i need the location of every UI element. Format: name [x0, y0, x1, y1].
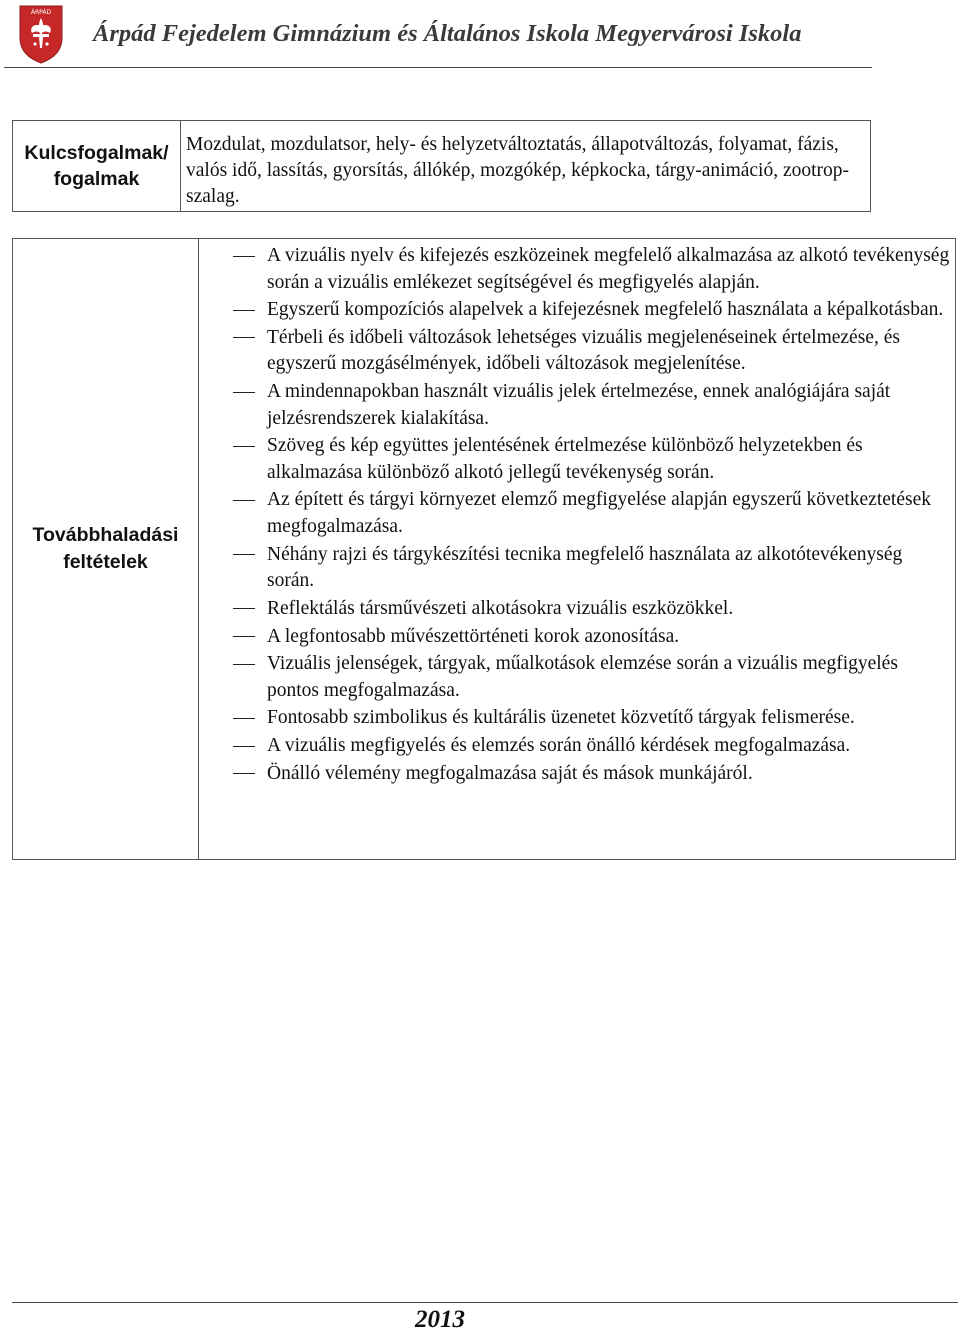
list-item-text: Az épített és tárgyi környezet elemző megfigyelése alapján egyszerű következtetések megfogalmazása.	[267, 489, 931, 537]
list-item	[199, 705, 954, 732]
dash-bullet-icon	[233, 718, 255, 719]
list-item	[199, 297, 954, 324]
footer-year: 2013	[415, 1306, 465, 1333]
school-name: Árpád Fejedelem Gimnázium és Általános Iskola Megyervárosi Iskola	[93, 20, 802, 47]
dash-bullet-icon	[233, 310, 255, 311]
key-concepts-text: Mozdulat, mozdulatsor, hely- és helyzetváltoztatás, állapotváltozás, folyamat, fázis, valós idő, lassítás, gyorsítás, állókép, mozgókép, képkocka, tárgy-animáció, zootrop-szalag.	[186, 134, 850, 207]
dash-bullet-icon	[233, 773, 255, 774]
dash-bullet-icon	[233, 746, 255, 747]
dash-bullet-icon	[233, 500, 255, 501]
list-item-text: Néhány rajzi és tárgykészítési tecnika megfelelő használata az alkotótevékenység során.	[267, 543, 903, 592]
list-item	[199, 243, 954, 296]
list-item	[199, 433, 954, 486]
list-item-text: Szöveg és kép együttes jelentésének értelmezése különböző helyzetekben és alkalmazása különböző alkotó jellegű tevékenység során.	[267, 435, 863, 483]
requirements-table	[12, 238, 956, 860]
list-item-text: Térbeli és időbeli változások lehetséges vizuális megjelenéseinek értelmezése, és egyszerű mozgásélmények, időbeli változások megjelenítése.	[267, 326, 900, 375]
list-item	[199, 596, 954, 623]
requirements-label: Továbbhaladási feltételek	[13, 239, 199, 859]
list-item	[199, 651, 954, 704]
header-divider	[4, 67, 872, 68]
dash-bullet-icon	[233, 392, 255, 393]
dash-bullet-icon	[233, 636, 255, 637]
key-concepts-label: Kulcsfogalmak/ fogalmak	[13, 121, 181, 211]
list-item-text: Vizuális jelenségek, tárgyak, műalkotások elemzése során a vizuális megfigyelés pontos megfogalmazása.	[267, 653, 898, 701]
list-item-text: A vizuális nyelv és kifejezés eszközeinek megfelelő alkalmazása az alkotó tevékenység során a vizuális emlékezet segítségével és megfigyelés alapján.	[267, 245, 950, 293]
list-item	[199, 624, 954, 651]
list-item	[199, 487, 954, 540]
list-item	[199, 379, 954, 432]
list-item	[199, 542, 954, 595]
requirements-list	[199, 243, 954, 788]
svg-text:ÁRPÁD: ÁRPÁD	[30, 9, 52, 16]
list-item	[199, 761, 954, 788]
list-item-text: Reflektálás társművészeti alkotásokra vizuális eszközökkel.	[267, 597, 734, 619]
list-item-text: A vizuális megfigyelés és elemzés során önálló kérdések megfogalmazása.	[267, 735, 851, 757]
list-item-text: A mindennapokban használt vizuális jelek értelmezése, ennek analógiájára saját jelzésrendszerek kialakítása.	[267, 381, 891, 429]
dash-bullet-icon	[233, 337, 255, 338]
list-item-text: Fontosabb szimbolikus és kultárális üzenetet közvetítő tárgyak felismerése.	[267, 707, 855, 729]
school-crest-icon	[18, 4, 64, 64]
list-item-text: Egyszerű kompozíciós alapelvek a kifejezésnek megfelelő használata a képalkotásban.	[267, 299, 944, 321]
dash-bullet-icon	[233, 554, 255, 555]
dash-bullet-icon	[233, 446, 255, 447]
dash-bullet-icon	[233, 608, 255, 609]
list-item	[199, 733, 954, 760]
key-concepts-table	[12, 120, 871, 212]
page-header	[0, 0, 960, 70]
dash-bullet-icon	[233, 664, 255, 665]
dash-bullet-icon	[233, 256, 255, 257]
list-item-text: A legfontosabb művészettörténeti korok azonosítása.	[267, 625, 680, 647]
list-item-text: Önálló vélemény megfogalmazása saját és mások munkájáról.	[267, 762, 753, 784]
footer-divider	[12, 1302, 958, 1303]
list-item	[199, 325, 954, 378]
